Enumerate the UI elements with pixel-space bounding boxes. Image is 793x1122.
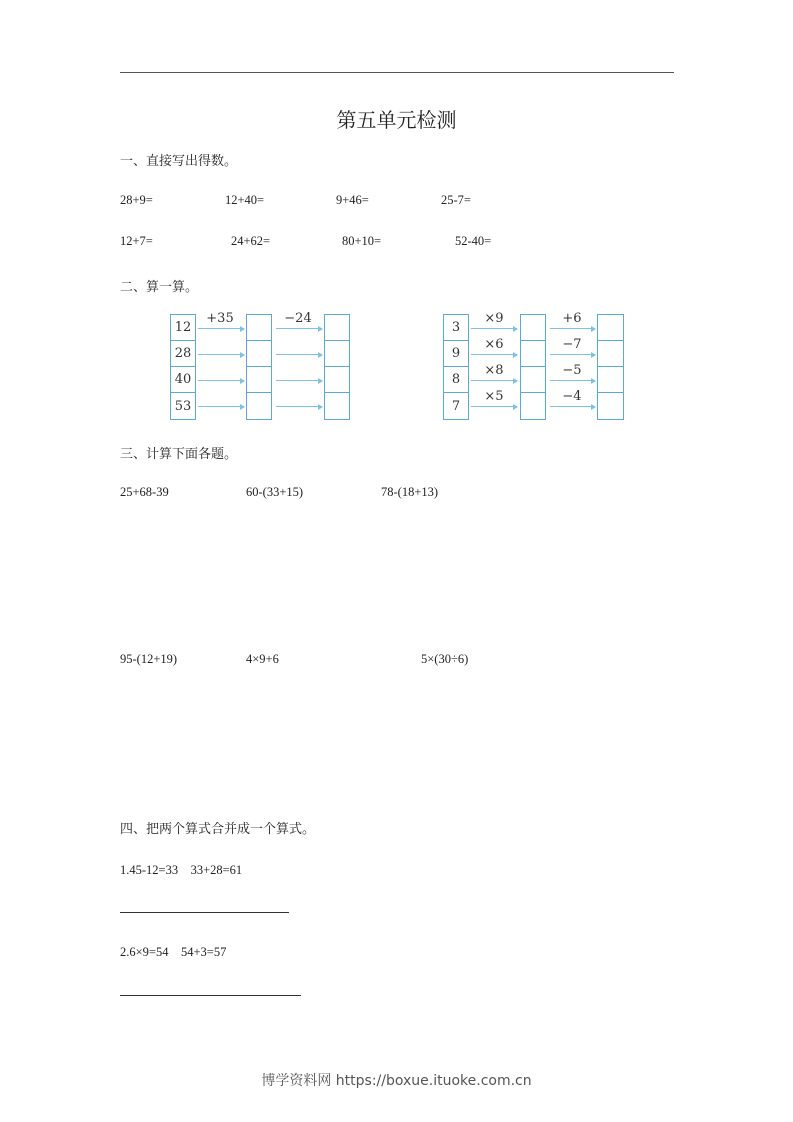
arrow-icon	[471, 406, 517, 407]
op-label: ×8	[484, 363, 504, 378]
input-cell: 28	[171, 341, 195, 367]
s1-expr: 28+9=	[120, 193, 153, 207]
s4-item: 2.6×9=54 54+3=57	[120, 945, 227, 959]
answer-column-1	[520, 314, 546, 420]
input-cell: 8	[444, 367, 468, 393]
answer-box[interactable]	[598, 367, 623, 393]
section1-heading: 一、直接写出得数。	[120, 154, 238, 169]
answer-column-2	[324, 314, 350, 420]
arrow-icon	[276, 354, 322, 355]
answer-box[interactable]	[325, 367, 349, 393]
arrow-icon	[276, 328, 322, 329]
answer-box[interactable]	[325, 341, 349, 367]
arrow-icon	[198, 406, 244, 407]
arrow-icon	[550, 354, 595, 355]
s1-expr: 52-40=	[455, 234, 492, 248]
op-label: −7	[562, 337, 582, 352]
answer-column-1	[246, 314, 272, 420]
op-label: −4	[562, 389, 582, 404]
input-cell: 40	[171, 367, 195, 393]
input-cell: 9	[444, 341, 468, 367]
s1-expr: 12+7=	[120, 234, 153, 248]
s3-expr: 60-(33+15)	[246, 485, 304, 499]
answer-line[interactable]	[120, 912, 289, 913]
s4-item: 1.45-12=33 33+28=61	[120, 863, 243, 877]
input-column	[443, 314, 469, 420]
arrow-icon	[471, 328, 517, 329]
input-cell: 3	[444, 315, 468, 341]
answer-box[interactable]	[247, 367, 271, 393]
s1-expr: 25-7=	[441, 193, 471, 207]
op-label: +6	[562, 311, 582, 326]
input-column	[170, 314, 196, 420]
input-cell: 53	[174, 398, 192, 414]
page-title: 第五单元检测	[336, 108, 457, 132]
arrow-icon	[550, 328, 595, 329]
answer-box[interactable]	[247, 315, 271, 341]
input-cell: 7	[451, 398, 461, 414]
s3-expr: 78-(18+13)	[381, 485, 439, 499]
section4-heading: 四、把两个算式合并成一个算式。	[120, 822, 316, 837]
answer-box[interactable]	[325, 315, 349, 341]
header-rule	[120, 72, 674, 73]
input-cell: 12	[171, 315, 195, 341]
s1-expr: 80+10=	[342, 234, 382, 248]
arrow-icon	[471, 380, 517, 381]
s3-expr: 5×(30÷6)	[421, 652, 469, 666]
s3-expr: 95-(12+19)	[120, 652, 178, 666]
answer-box[interactable]	[521, 393, 545, 419]
answer-box[interactable]	[521, 367, 545, 393]
answer-column-2	[597, 314, 624, 420]
section3-heading: 三、计算下面各题。	[120, 447, 238, 462]
s1-expr: 12+40=	[225, 193, 265, 207]
arrow-icon	[198, 354, 244, 355]
op-label: +35	[206, 311, 234, 326]
arrow-icon	[550, 380, 595, 381]
answer-box[interactable]	[598, 315, 623, 341]
answer-box[interactable]	[247, 393, 271, 419]
arrow-icon	[550, 406, 595, 407]
s3-expr: 25+68-39	[120, 485, 169, 499]
arrow-icon	[471, 354, 517, 355]
answer-box[interactable]	[521, 341, 545, 367]
arrow-icon	[198, 380, 244, 381]
op-label: ×6	[484, 337, 504, 352]
s1-expr: 24+62=	[231, 234, 271, 248]
arrow-icon	[198, 328, 244, 329]
answer-line[interactable]	[120, 995, 301, 996]
arrow-icon	[276, 380, 322, 381]
answer-box[interactable]	[247, 341, 271, 367]
answer-box[interactable]	[598, 393, 623, 419]
arrow-icon	[276, 406, 322, 407]
answer-box[interactable]	[521, 315, 545, 341]
s1-expr: 9+46=	[336, 193, 369, 207]
s3-expr: 4×9+6	[246, 652, 279, 666]
answer-box[interactable]	[325, 393, 349, 419]
op-label: ×9	[484, 311, 504, 326]
footer-watermark: 博学资料网 https://boxue.ituoke.com.cn	[261, 1073, 532, 1089]
op-label: −5	[562, 363, 582, 378]
section2-heading: 二、算一算。	[120, 280, 199, 295]
op-label: −24	[284, 311, 312, 326]
op-label: ×5	[484, 389, 504, 404]
answer-box[interactable]	[598, 341, 623, 367]
